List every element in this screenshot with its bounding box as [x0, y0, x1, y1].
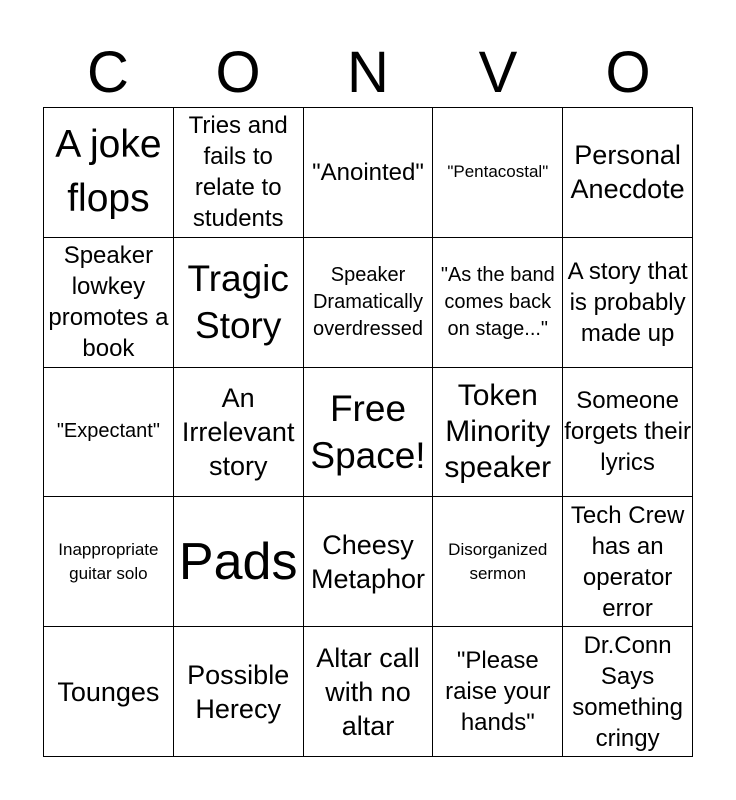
- cell-text: Dr.Conn Says something cringy: [572, 631, 683, 752]
- header-letter: O: [215, 40, 261, 105]
- cell-text: "As the band comes back on stage...": [440, 263, 555, 340]
- cell-text: Inappropriate guitar solo: [58, 539, 159, 583]
- bingo-cell[interactable]: [563, 497, 693, 627]
- cell-text: Tech Crew has an operator error: [570, 501, 685, 622]
- bingo-cell[interactable]: [174, 368, 304, 498]
- cell-text: Someone forgets their lyrics: [564, 387, 691, 477]
- bingo-cell[interactable]: [44, 627, 174, 757]
- cell-text: Free Space!: [310, 387, 426, 476]
- bingo-cell[interactable]: [304, 497, 434, 627]
- cell-text: Altar call with no altar: [316, 642, 420, 741]
- cell-text: Cheesy Metaphor: [310, 529, 426, 594]
- cell-text: Disorganized sermon: [448, 539, 548, 583]
- cell-text: Personal Anecdote: [570, 140, 685, 205]
- cell-text: Speaker lowkey promotes a book: [48, 242, 169, 363]
- bingo-cell[interactable]: [433, 108, 563, 238]
- cell-text: "Pentacostal": [447, 162, 549, 182]
- header-letter: N: [347, 40, 389, 105]
- bingo-cell[interactable]: [304, 238, 434, 368]
- header-letter: V: [478, 40, 518, 105]
- bingo-cell[interactable]: [563, 108, 693, 238]
- bingo-cell[interactable]: [433, 627, 563, 757]
- cell-text: Possible Herecy: [187, 659, 290, 724]
- bingo-cell[interactable]: [44, 108, 174, 238]
- bingo-cell[interactable]: [174, 627, 304, 757]
- bingo-cell[interactable]: [304, 108, 434, 238]
- bingo-cell[interactable]: [563, 238, 693, 368]
- bingo-cell[interactable]: [563, 368, 693, 498]
- cell-text: Tounges: [57, 676, 160, 707]
- cell-text: Speaker Dramatically overdressed: [312, 263, 424, 340]
- bingo-cell[interactable]: [433, 238, 563, 368]
- cell-text: A story that is probably made up: [567, 257, 688, 347]
- bingo-cell[interactable]: [44, 368, 174, 498]
- cell-text: Token Minority speaker: [444, 378, 552, 484]
- cell-text: "Expectant": [56, 420, 160, 443]
- bingo-cell[interactable]: [433, 368, 563, 498]
- free-space-cell[interactable]: [304, 368, 434, 498]
- bingo-cell[interactable]: [44, 238, 174, 368]
- cell-text: An Irrelevant story: [181, 382, 295, 481]
- cell-text: "Anointed": [312, 158, 424, 186]
- bingo-cell[interactable]: [433, 497, 563, 627]
- bingo-header: [43, 40, 693, 106]
- header-letter: C: [87, 40, 129, 105]
- cell-text: Tries and fails to relate to students: [188, 112, 288, 233]
- bingo-cell[interactable]: [174, 238, 304, 368]
- bingo-cell[interactable]: [44, 497, 174, 627]
- cell-text: A joke flops: [55, 123, 162, 221]
- bingo-cell[interactable]: [304, 627, 434, 757]
- cell-text: Pads: [178, 532, 298, 591]
- bingo-cell[interactable]: [174, 497, 304, 627]
- bingo-cell[interactable]: [174, 108, 304, 238]
- cell-text: "Please raise your hands": [445, 647, 551, 737]
- header-letter: O: [605, 40, 651, 105]
- cell-text: Tragic Story: [187, 258, 289, 347]
- bingo-cell[interactable]: [563, 627, 693, 757]
- bingo-board: [43, 107, 693, 757]
